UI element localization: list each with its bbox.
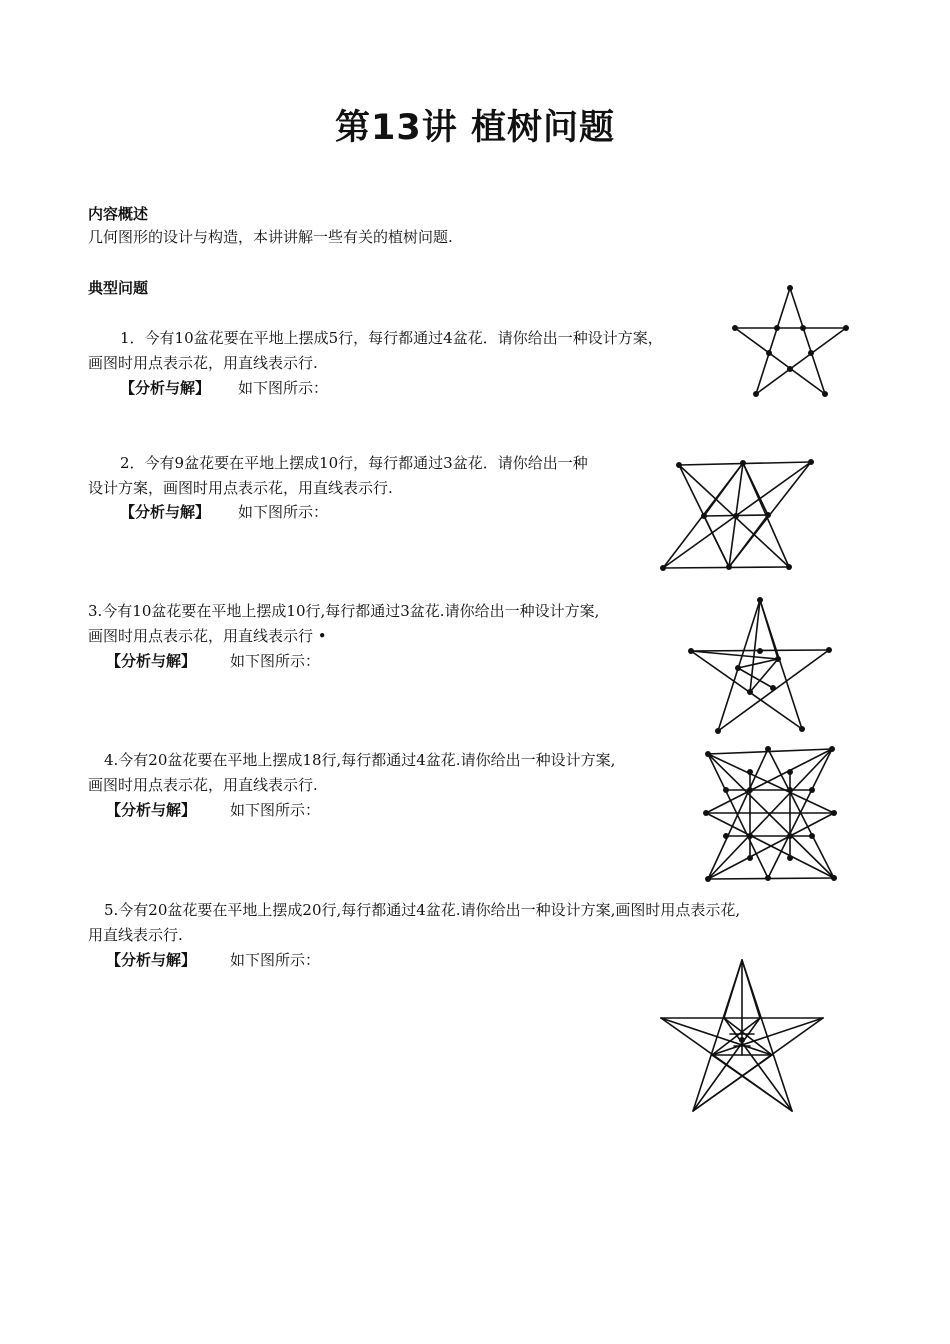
problem-2-line2: 设计方案，画图时用点表示花，用直线表示行. — [88, 479, 393, 497]
problem-2-analysis-text: 如下图所示： — [238, 503, 329, 521]
problem-5-analysis-text: 如下图所示： — [230, 951, 321, 969]
problem-5-line1: 5.今有20盆花要在平地上摆成20行,每行都通过4盆花.请你给出一种设计方案,画图时用点表示花, — [104, 901, 741, 919]
problem-4-analysis-text: 如下图所示： — [230, 801, 321, 819]
problem-4-line2: 画图时用点表示花，用直线表示行. — [88, 776, 318, 794]
problem-5-line2: 用直线表示行. — [88, 926, 183, 944]
problem-1-analysis-text: 如下图所示： — [238, 379, 329, 397]
problem-4-analysis-label: 【分析与解】 — [106, 801, 197, 819]
problem-3-line2: 画图时用点表示花，用直线表示行 • — [88, 627, 327, 645]
typical-heading: 典型问题 — [88, 279, 149, 297]
problem-3-line1: 3.今有10盆花要在平地上摆成10行,每行都通过3盆花.请你给出一种设计方案, — [88, 602, 600, 620]
overview-text: 几何图形的设计与构造，本讲讲解一些有关的植树问题. — [88, 228, 453, 246]
problem-4-line1: 4.今有20盆花要在平地上摆成18行,每行都通过4盆花.请你给出一种设计方案, — [104, 751, 616, 769]
problem-1-analysis-label: 【分析与解】 — [120, 379, 211, 397]
problem-1-line1: 1．今有10盆花要在平地上摆成5行，每行都通过4盆花．请你给出一种设计方案， — [120, 329, 663, 347]
problem-3-analysis-label: 【分析与解】 — [106, 652, 197, 670]
problem-1-line2: 画图时用点表示花，用直线表示行. — [88, 354, 318, 372]
problem-3-analysis-text: 如下图所示： — [230, 652, 321, 670]
page-title: 第13讲 植树问题 — [335, 108, 615, 148]
problem-2-line1: 2．今有9盆花要在平地上摆成10行，每行都通过3盆花．请你给出一种 — [120, 454, 588, 472]
problem-2-analysis-label: 【分析与解】 — [120, 503, 211, 521]
overview-heading: 内容概述 — [88, 205, 149, 223]
problem-5-analysis-label: 【分析与解】 — [106, 951, 197, 969]
